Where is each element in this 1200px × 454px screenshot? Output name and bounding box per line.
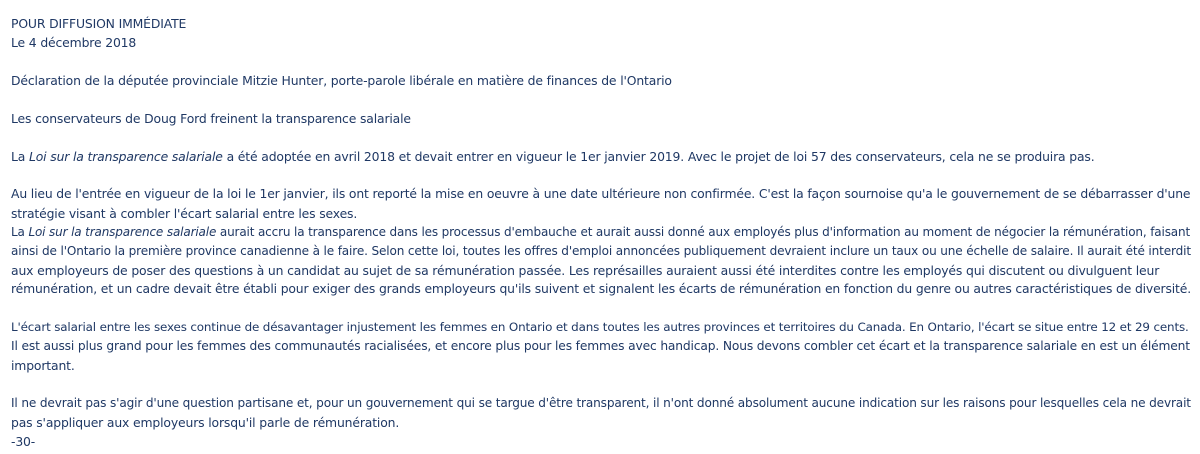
press-release-document (11, 14, 1191, 451)
paragraph-4-line-2: Il est aussi plus grand pour les femmes des communautés racialisées, et encore plus pour les femmes avec handicap. Nous devons combler cet écart et la transparence salariale en est un élément (11, 339, 1190, 353)
law-title: Loi sur la transparence salariale (29, 149, 223, 164)
headline: Les conservateurs de Doug Ford freinent la transparence salariale (11, 111, 411, 126)
paragraph-4-line-1: L'écart salarial entre les sexes continue de désavantager injustement les femmes en Ontario et dans toutes les autres provinces et territoires du Canada. En Ontario, l'écart se situe entre 12 et 29 cents. (11, 320, 1189, 334)
paragraph-3-post: aurait accru la transparence dans les processus d'embauche et aurait aussi donné aux employés plus d'information au moment de négocier la rémunération, faisant (216, 225, 1191, 239)
paragraph-1-pre: La (11, 149, 29, 164)
spacer (11, 166, 1191, 185)
paragraph-2-line-1: Au lieu de l'entrée en vigueur de la loi le 1er janvier, ils ont reporté la mise en oeuvre à une date ultérieure non confirmée. C'est la façon sournoise qu'a le gouvernement de se débarrasser d'une (11, 187, 1191, 201)
spacer (11, 299, 1191, 318)
statement-line: Déclaration de la députée provinciale Mitzie Hunter, porte-parole libérale en matière de finances de l'Ontario (11, 73, 672, 88)
spacer (11, 128, 1191, 147)
law-title: Loi sur la transparence salariale (28, 225, 217, 239)
spacer (11, 52, 1191, 71)
release-label: POUR DIFFUSION IMMÉDIATE (11, 16, 187, 31)
paragraph-3-pre: La (11, 225, 29, 239)
paragraph-4-line-3: important. (11, 358, 75, 373)
spacer (11, 375, 1191, 394)
paragraph-1 (11, 147, 1191, 166)
paragraph-3-line-3: aux employeurs de poser des questions à un candidat au sujet de sa rémunération passée. Les représailles auraient aussi été interdites contre les employés qui discutent ou divulguent leur (11, 263, 1160, 278)
end-marker: -30- (11, 434, 36, 449)
paragraph-5-line-2: pas s'appliquer aux employeurs lorsqu'il parle de rémunération. (11, 415, 400, 430)
spacer (11, 90, 1191, 109)
paragraph-2-line-2: stratégie visant à combler l'écart salarial entre les sexes. (11, 206, 358, 221)
paragraph-1-post: a été adoptée en avril 2018 et devait entrer en vigueur le 1er janvier 2019. Avec le projet de loi 57 des conservateurs, cela ne se produira pas. (222, 149, 1095, 164)
paragraph-5-line-1: Il ne devrait pas s'agir d'une question partisane et, pour un gouvernement qui se targue d'être transparent, il n'ont donné absolument aucune indication sur les raisons pour lesquelles cela ne devrait (11, 396, 1191, 410)
paragraph-3-line-4: rémunération, et un cadre devait être établi pour exiger des grands employeurs qu'ils suivent et signalent les écarts de rémunération en fonction du genre ou autres caractéristiques de diversité. (11, 282, 1191, 296)
release-date: Le 4 décembre 2018 (11, 35, 137, 50)
paragraph-3-line-2: ainsi de l'Ontario la première province canadienne à le faire. Selon cette loi, toutes les offres d'emploi annoncées publiquement devraient inclure un taux ou une échelle de salaire. Il aurait été interdit (11, 244, 1191, 258)
paragraph-3-line-1 (11, 223, 1191, 242)
